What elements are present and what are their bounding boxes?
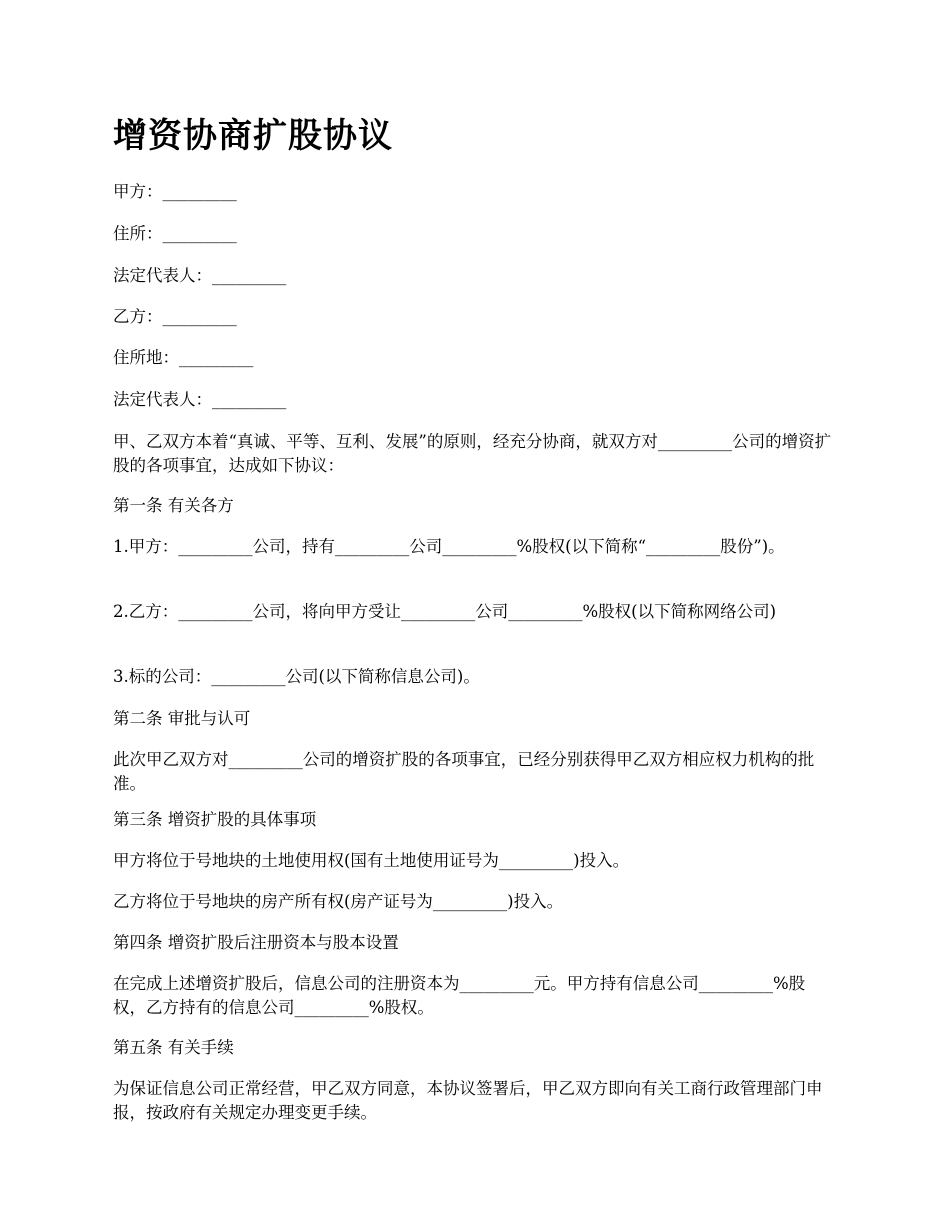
article-4-heading: 第四条 增资扩股后注册资本与股本设置 bbox=[113, 933, 399, 952]
article-4-body: 在完成上述增资扩股后，信息公司的注册资本为_________元。甲方持有信息公司_________%股权，乙方持有的信息公司_________%股权。 bbox=[113, 974, 806, 1017]
article-3-heading: 第三条 增资扩股的具体事项 bbox=[113, 810, 317, 829]
document-title: 增资协商扩股协议 bbox=[113, 116, 393, 156]
article-3-item-land: 甲方将位于号地块的土地使用权(国有土地使用证号为_________)投入。 bbox=[113, 851, 630, 870]
article-1-item-2: 2.乙方：_________公司，将向甲方受让_________公司_________%股权(以下简称网络公司) bbox=[113, 602, 777, 621]
party-a-name: 甲方：_________ bbox=[113, 182, 237, 201]
preamble-paragraph: 甲、乙双方本着“真诚、平等、互利、发展”的原则，经充分协商，就双方对_________公司的增资扩股的各项事宜，达成如下协议： bbox=[113, 432, 832, 475]
party-b-address: 住所地：_________ bbox=[113, 348, 254, 367]
party-b-name: 乙方：_________ bbox=[113, 307, 237, 326]
article-1-heading: 第一条 有关各方 bbox=[113, 496, 234, 515]
party-b-representative: 法定代表人：_________ bbox=[113, 390, 287, 409]
article-2-heading: 第二条 审批与认可 bbox=[113, 709, 251, 728]
article-5-body: 为保证信息公司正常经营，甲乙双方同意，本协议签署后，甲乙双方即向有关工商行政管理部门申报，按政府有关规定办理变更手续。 bbox=[113, 1079, 823, 1122]
article-1-item-3: 3.标的公司：_________公司(以下简称信息公司)。 bbox=[113, 667, 480, 686]
article-5-heading: 第五条 有关手续 bbox=[113, 1038, 234, 1057]
party-a-address: 住所：_________ bbox=[113, 224, 237, 243]
article-3-item-property: 乙方将位于号地块的房产所有权(房产证号为_________)投入。 bbox=[113, 892, 564, 911]
party-a-representative: 法定代表人：_________ bbox=[113, 266, 287, 285]
article-2-body: 此次甲乙双方对_________公司的增资扩股的各项事宜，已经分别获得甲乙双方相应权力机构的批准。 bbox=[113, 750, 815, 793]
article-1-item-1: 1.甲方：_________公司，持有_________公司_________%股权(以下简称“_________股份”)。 bbox=[113, 537, 785, 556]
